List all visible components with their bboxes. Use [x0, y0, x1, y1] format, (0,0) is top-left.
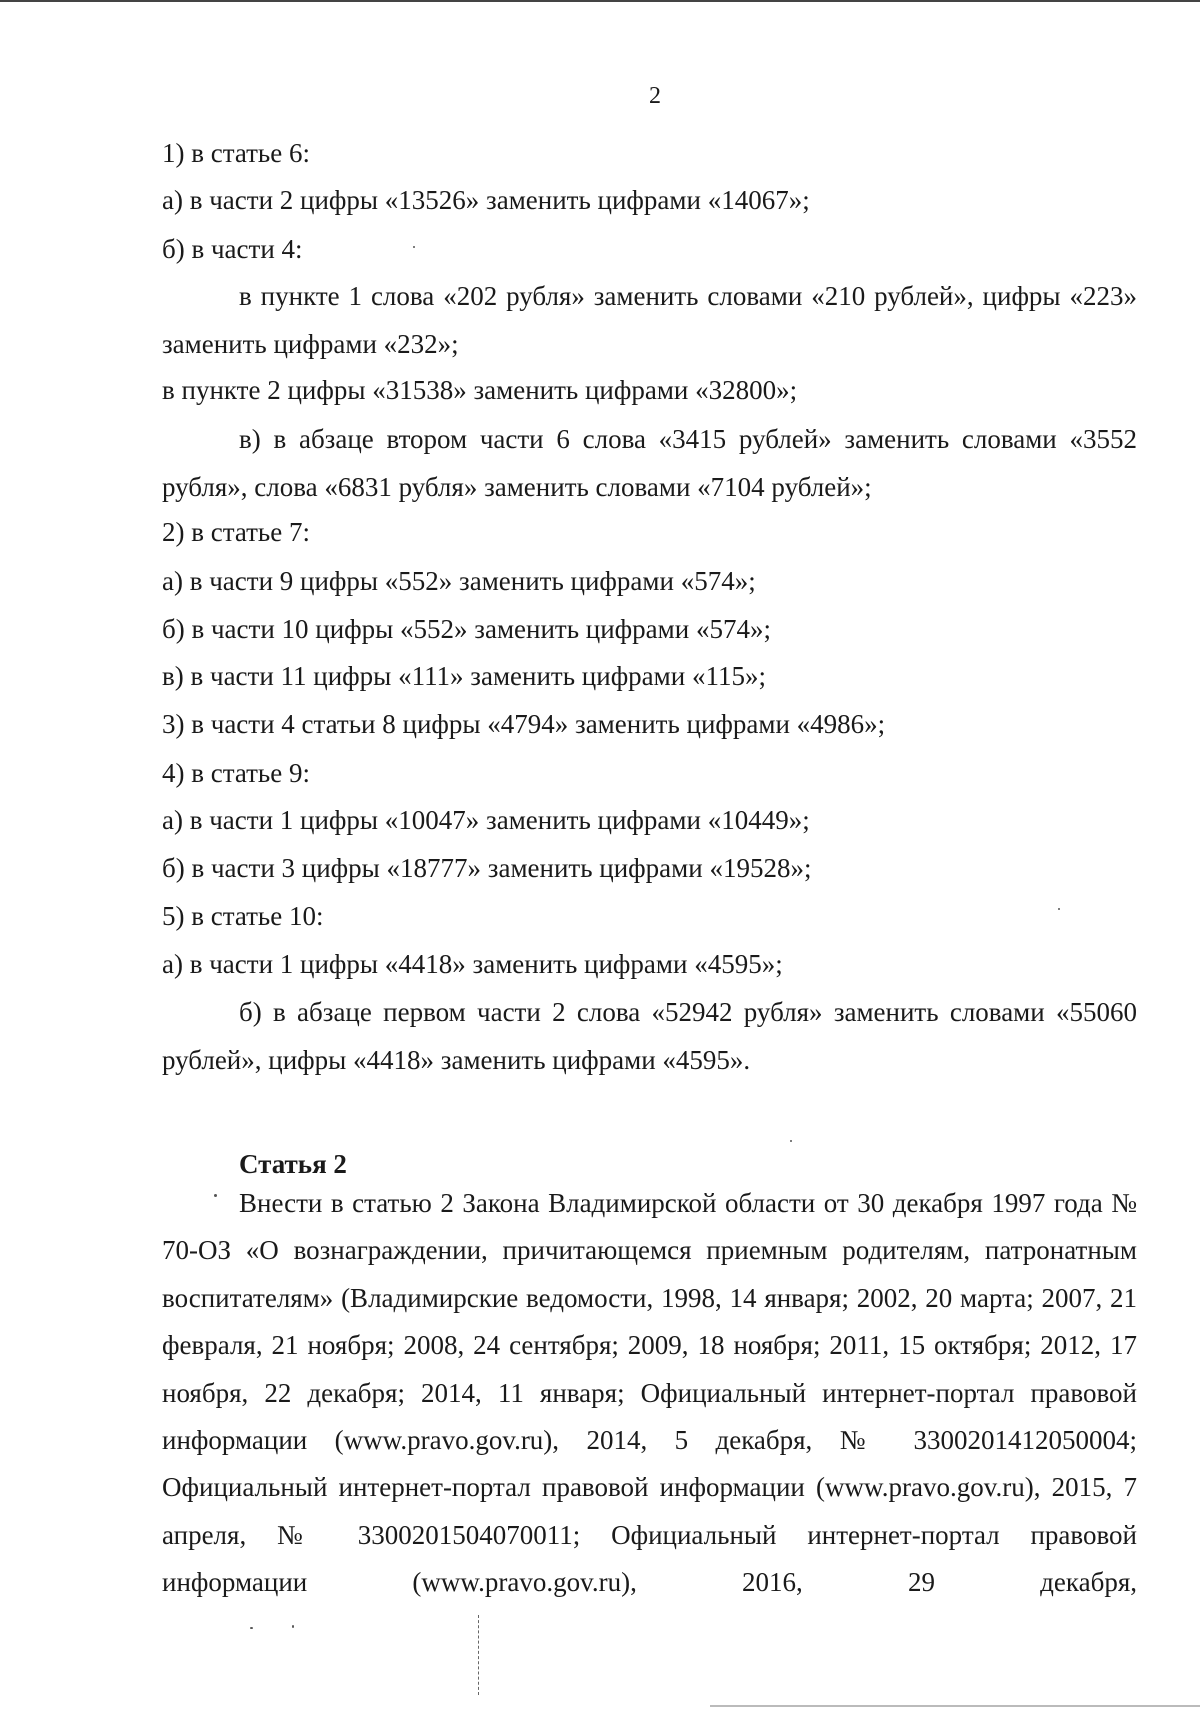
amendment-item: в пункте 1 слова «202 рубля» заменить словами «210 рублей», цифры «223» заменить цифрами «232»;	[162, 281, 1137, 359]
amendment-item: 3) в части 4 статьи 8 цифры «4794» заменить цифрами «4986»;	[162, 709, 886, 739]
amendment-item: 1) в статье 6:	[162, 138, 310, 168]
scan-speck	[292, 1625, 294, 1628]
amendment-item: в) в абзаце втором части 6 слова «3415 рублей» заменить словами «3552 рубля», слова «6831 рубля» заменить словами «7104 рублей»;	[162, 424, 1137, 502]
amendment-item: б) в части 4:	[162, 234, 303, 264]
scan-bottom-edge	[710, 1705, 1200, 1707]
scan-speck	[1058, 908, 1060, 910]
scan-speck	[250, 1627, 253, 1629]
article-body: Внести в статью 2 Закона Владимирской области от 30 декабря 1997 года № 70-ОЗ «О вознаграждении, причитающемся приемным родителям, патронатным воспитателям» (Владимирские ведомости, 1998, 14 января; 2002, 20 марта; 2007, 21 февраля, 21 ноября; 2008, 24 сентября; 2009, 18 ноября; 2011, 15 октября; 2012, 17 ноября, 22 декабря; 2014, 11 января; Официальный интернет-портал правовой информации (www.pravo.gov.ru), 2014, 5 декабря, № 3300201412050004; Официальный интернет-портал правовой информации (www.pravo.gov.ru), 2015, 7 апреля, № 3300201504070011; Официальный интернет-портал правовой информации (www.pravo.gov.ru), 2016, 29 декабря,	[162, 1188, 1137, 1598]
amendment-item: в) в части 11 цифры «111» заменить цифрами «115»;	[162, 661, 766, 691]
article-heading: Статья 2	[239, 1149, 347, 1179]
amendment-item: 2) в статье 7:	[162, 517, 310, 547]
amendment-item: а) в части 9 цифры «552» заменить цифрами «574»;	[162, 566, 756, 596]
amendment-item: 4) в статье 9:	[162, 758, 310, 788]
scan-speck	[790, 1140, 792, 1142]
page-number: 2	[649, 83, 661, 109]
amendment-item: б) в части 10 цифры «552» заменить цифрами «574»;	[162, 614, 771, 644]
amendment-item: в пункте 2 цифры «31538» заменить цифрами «32800»;	[162, 375, 798, 405]
scan-scratch	[478, 1615, 479, 1695]
scan-top-edge	[0, 0, 1200, 2]
scan-speck	[413, 246, 415, 248]
amendment-item: 5) в статье 10:	[162, 901, 324, 931]
amendment-item: б) в абзаце первом части 2 слова «52942 рубля» заменить словами «55060 рублей», цифры «4418» заменить цифрами «4595».	[162, 997, 1137, 1075]
amendment-item: а) в части 2 цифры «13526» заменить цифрами «14067»;	[162, 185, 810, 215]
amendment-item: б) в части 3 цифры «18777» заменить цифрами «19528»;	[162, 853, 812, 883]
scan-speck	[214, 1194, 217, 1197]
amendment-item: а) в части 1 цифры «10047» заменить цифрами «10449»;	[162, 805, 810, 835]
amendment-item: а) в части 1 цифры «4418» заменить цифрами «4595»;	[162, 949, 783, 979]
